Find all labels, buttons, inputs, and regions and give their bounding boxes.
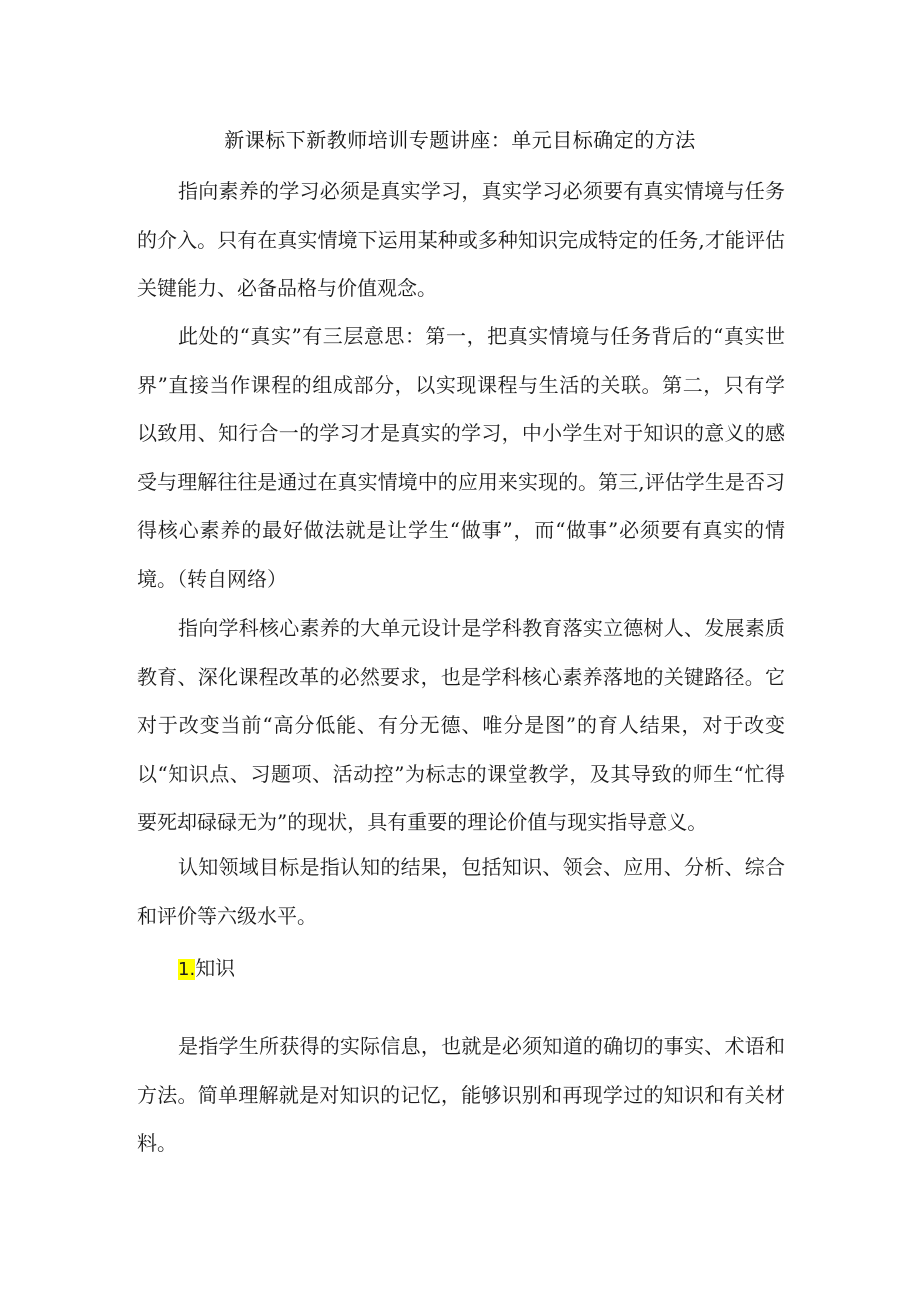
- paragraph-three-meanings: 此处的“真实”有三层意思：第一，把真实情境与任务背后的“真实世界”直接当作课程的组成部分，以实现课程与生活的关联。第二，只有学以致用、知行合一的学习才是真实的学习，中小学生对于知识的意义的感受与理解往往是通过在真实情境中的应用来实现的。第三,评估学生是否习得核心素养的最好做法就是让学生“做事”，而“做事”必须要有真实的情境。（转自网络）: [137, 324, 785, 591]
- section-number-highlight: 1.: [178, 959, 196, 980]
- section-label: 知识: [195, 956, 236, 980]
- paragraph-unit-design: 指向学科核心素养的大单元设计是学科教育落实立德树人、发展素质教育、深化课程改革的必然要求，也是学科核心素养落地的关键路径。它对于改变当前“高分低能、有分无德、唯分是图”的育人结果，对于改变以“知识点、习题项、活动控”为标志的课堂教学，及其导致的师生“忙得要死却碌碌无为”的现状，具有重要的理论价值与现实指导意义。: [137, 616, 785, 834]
- paragraph-authentic-learning: 指向素养的学习必须是真实学习，真实学习必须要有真实情境与任务的介入。只有在真实情境下运用某种或多种知识完成特定的任务,才能评估关键能力、必备品格与价值观念。: [137, 179, 785, 300]
- paragraph-knowledge-definition: 是指学生所获得的实际信息，也就是必须知道的确切的事实、术语和方法。简单理解就是对知识的记忆，能够识别和再现学过的知识和有关材料。: [137, 1034, 785, 1155]
- paragraph-cognitive-domain: 认知领域目标是指认知的结果，包括知识、领会、应用、分析、综合和评价等六级水平。: [137, 855, 785, 928]
- document-title: 新课标下新教师培训专题讲座：单元目标确定的方法: [224, 128, 696, 152]
- section-heading-knowledge: [178, 948, 235, 990]
